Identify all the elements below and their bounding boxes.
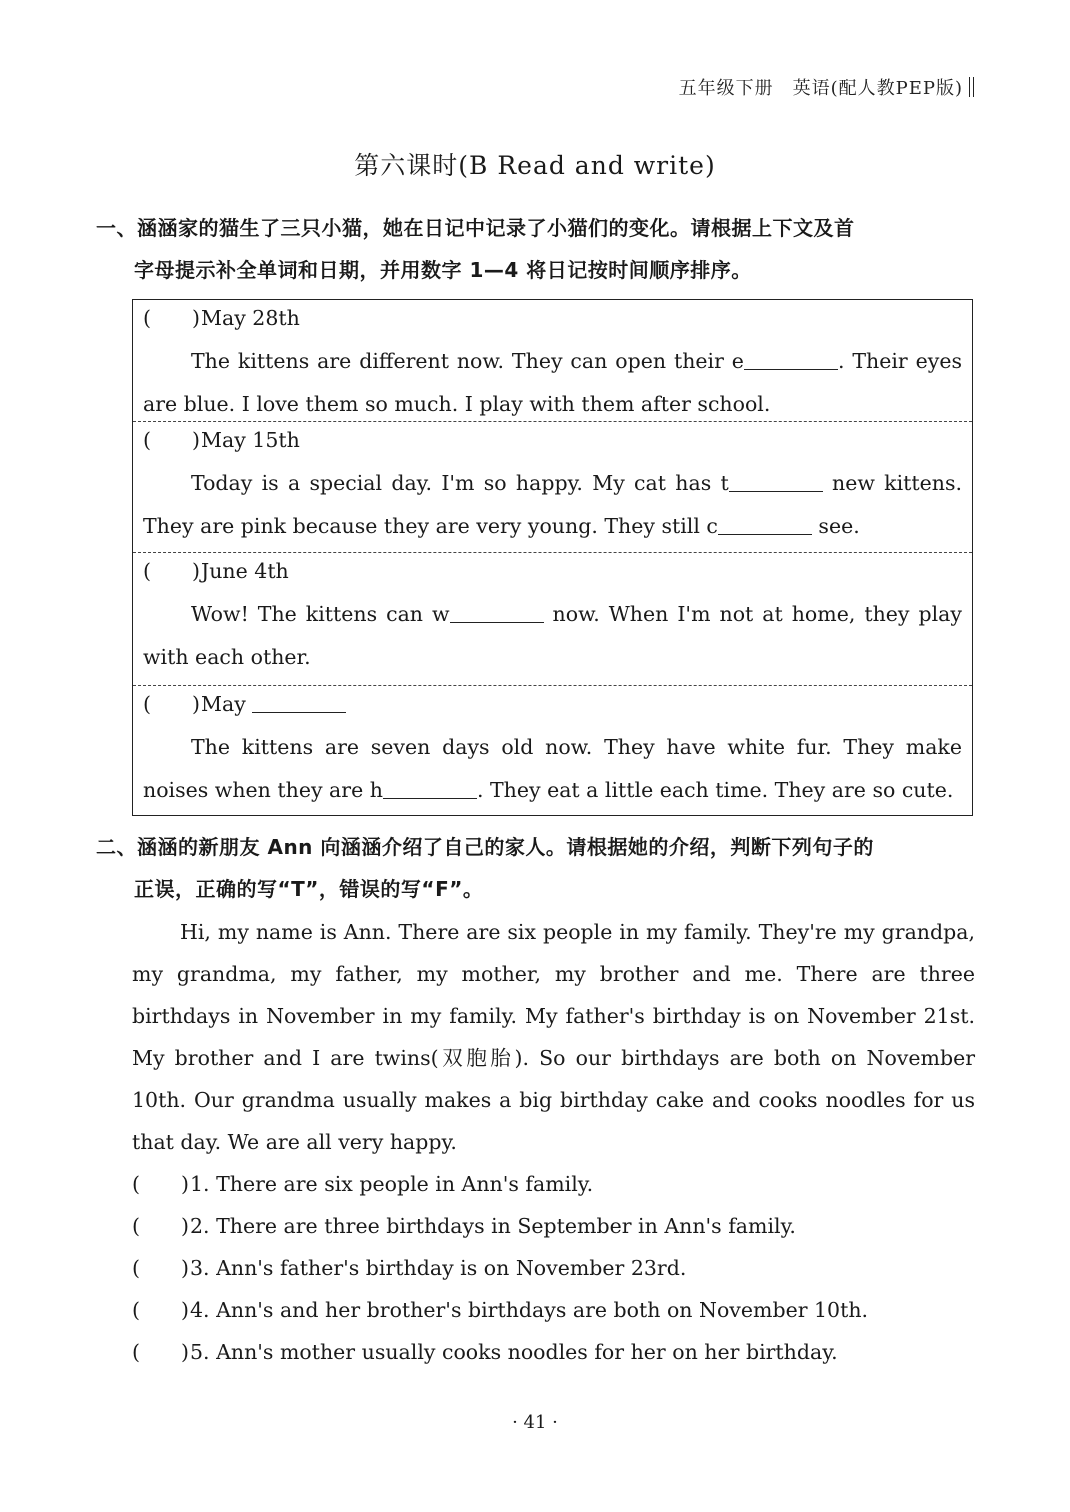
entry-date: June 4th [201,559,289,583]
section1-title-line2: 字母提示补全单词和日期，并用数字 1—4 将日记按时间顺序排序。 [134,258,752,282]
page-header [679,74,974,100]
entry-text: . They eat a little each time. They are so cute. [476,778,954,802]
diary-entry [133,300,972,421]
answer-blank[interactable] [729,473,823,492]
entry-text: Today is a special day. I'm so happy. My cat has t [191,471,729,495]
question-text: 4. Ann's and her brother's birthdays are both on November 10th. [190,1298,869,1322]
diary-entry [133,685,972,815]
question-item [132,1247,975,1289]
question-item [132,1205,975,1247]
order-paren[interactable]: ( ) [143,306,200,330]
answer-blank[interactable] [744,351,838,370]
question-text: 1. There are six people in Ann's family. [190,1172,594,1196]
entry-text: Wow! The kittens can w [191,602,450,626]
question-text: 2. There are three birthdays in September in Ann's family. [190,1214,796,1238]
answer-paren[interactable]: ( ) [132,1214,189,1238]
question-item [132,1163,975,1205]
entry-text: The kittens are seven days old now. They have white fur. They make noises when they are h [143,735,962,802]
question-list [132,1163,975,1373]
reading-passage [132,911,975,1163]
question-item [132,1289,975,1331]
entry-date: May 28th [201,306,300,330]
entry-text: . Their eyes are blue. I love them so much. I play with them after school. [143,349,962,416]
date-blank[interactable] [252,694,346,713]
entry-date: May [201,692,253,716]
diary-box [132,299,973,816]
question-text: 5. Ann's mother usually cooks noodles for her on her birthday. [190,1340,838,1364]
question-text: 3. Ann's father's birthday is on November 23rd. [190,1256,687,1280]
passage-text: Hi, my name is Ann. There are six people in my family. They're my grandpa, my grandma, my father, my mother, my brother and me. There are three birthdays in November in my family. My father's birthday is on November 21st. My brother and I are twins(双胞胎). So our birthdays are both on November 10th. Our grandma usually makes a big birthday cake and cooks noodles for us that day. We are all very happy. [132,920,975,1154]
entry-text: see. [811,514,860,538]
entry-text: new kittens. They are pink because they are very young. They still c [143,471,962,538]
entry-text: now. When I'm not at home, they play with each other. [143,602,962,669]
diary-entry [133,421,972,552]
header-text: 五年级下册 英语(配人教PEP版) [678,78,963,99]
answer-paren[interactable]: ( ) [132,1298,189,1322]
section2-title-line1: 二、涵涵的新朋友 Ann 向涵涵介绍了自己的家人。请根据她的介绍，判断下列句子的 [96,835,874,859]
lesson-title: 第六课时(B Read and write) [354,151,716,180]
section2-title-line2: 正误，正确的写“T”，错误的写“F”。 [134,877,484,901]
answer-blank[interactable] [450,604,544,623]
answer-paren[interactable]: ( ) [132,1256,189,1280]
page-number: · 41 · [512,1412,558,1433]
entry-text: The kittens are different now. They can open their e [191,349,744,373]
order-paren[interactable]: ( ) [143,428,200,452]
answer-paren[interactable]: ( ) [132,1340,189,1364]
order-paren[interactable]: ( ) [143,692,200,716]
section1-title [96,207,976,291]
header-bar [969,77,974,97]
entry-date: May 15th [201,428,300,452]
answer-paren[interactable]: ( ) [132,1172,189,1196]
diary-entry [133,552,972,685]
section2-title [96,826,976,910]
question-item [132,1331,975,1373]
answer-blank[interactable] [718,516,812,535]
answer-blank[interactable] [383,780,477,799]
section1-title-line1: 一、涵涵家的猫生了三只小猫，她在日记中记录了小猫们的变化。请根据上下文及首 [96,216,855,240]
order-paren[interactable]: ( ) [143,559,200,583]
